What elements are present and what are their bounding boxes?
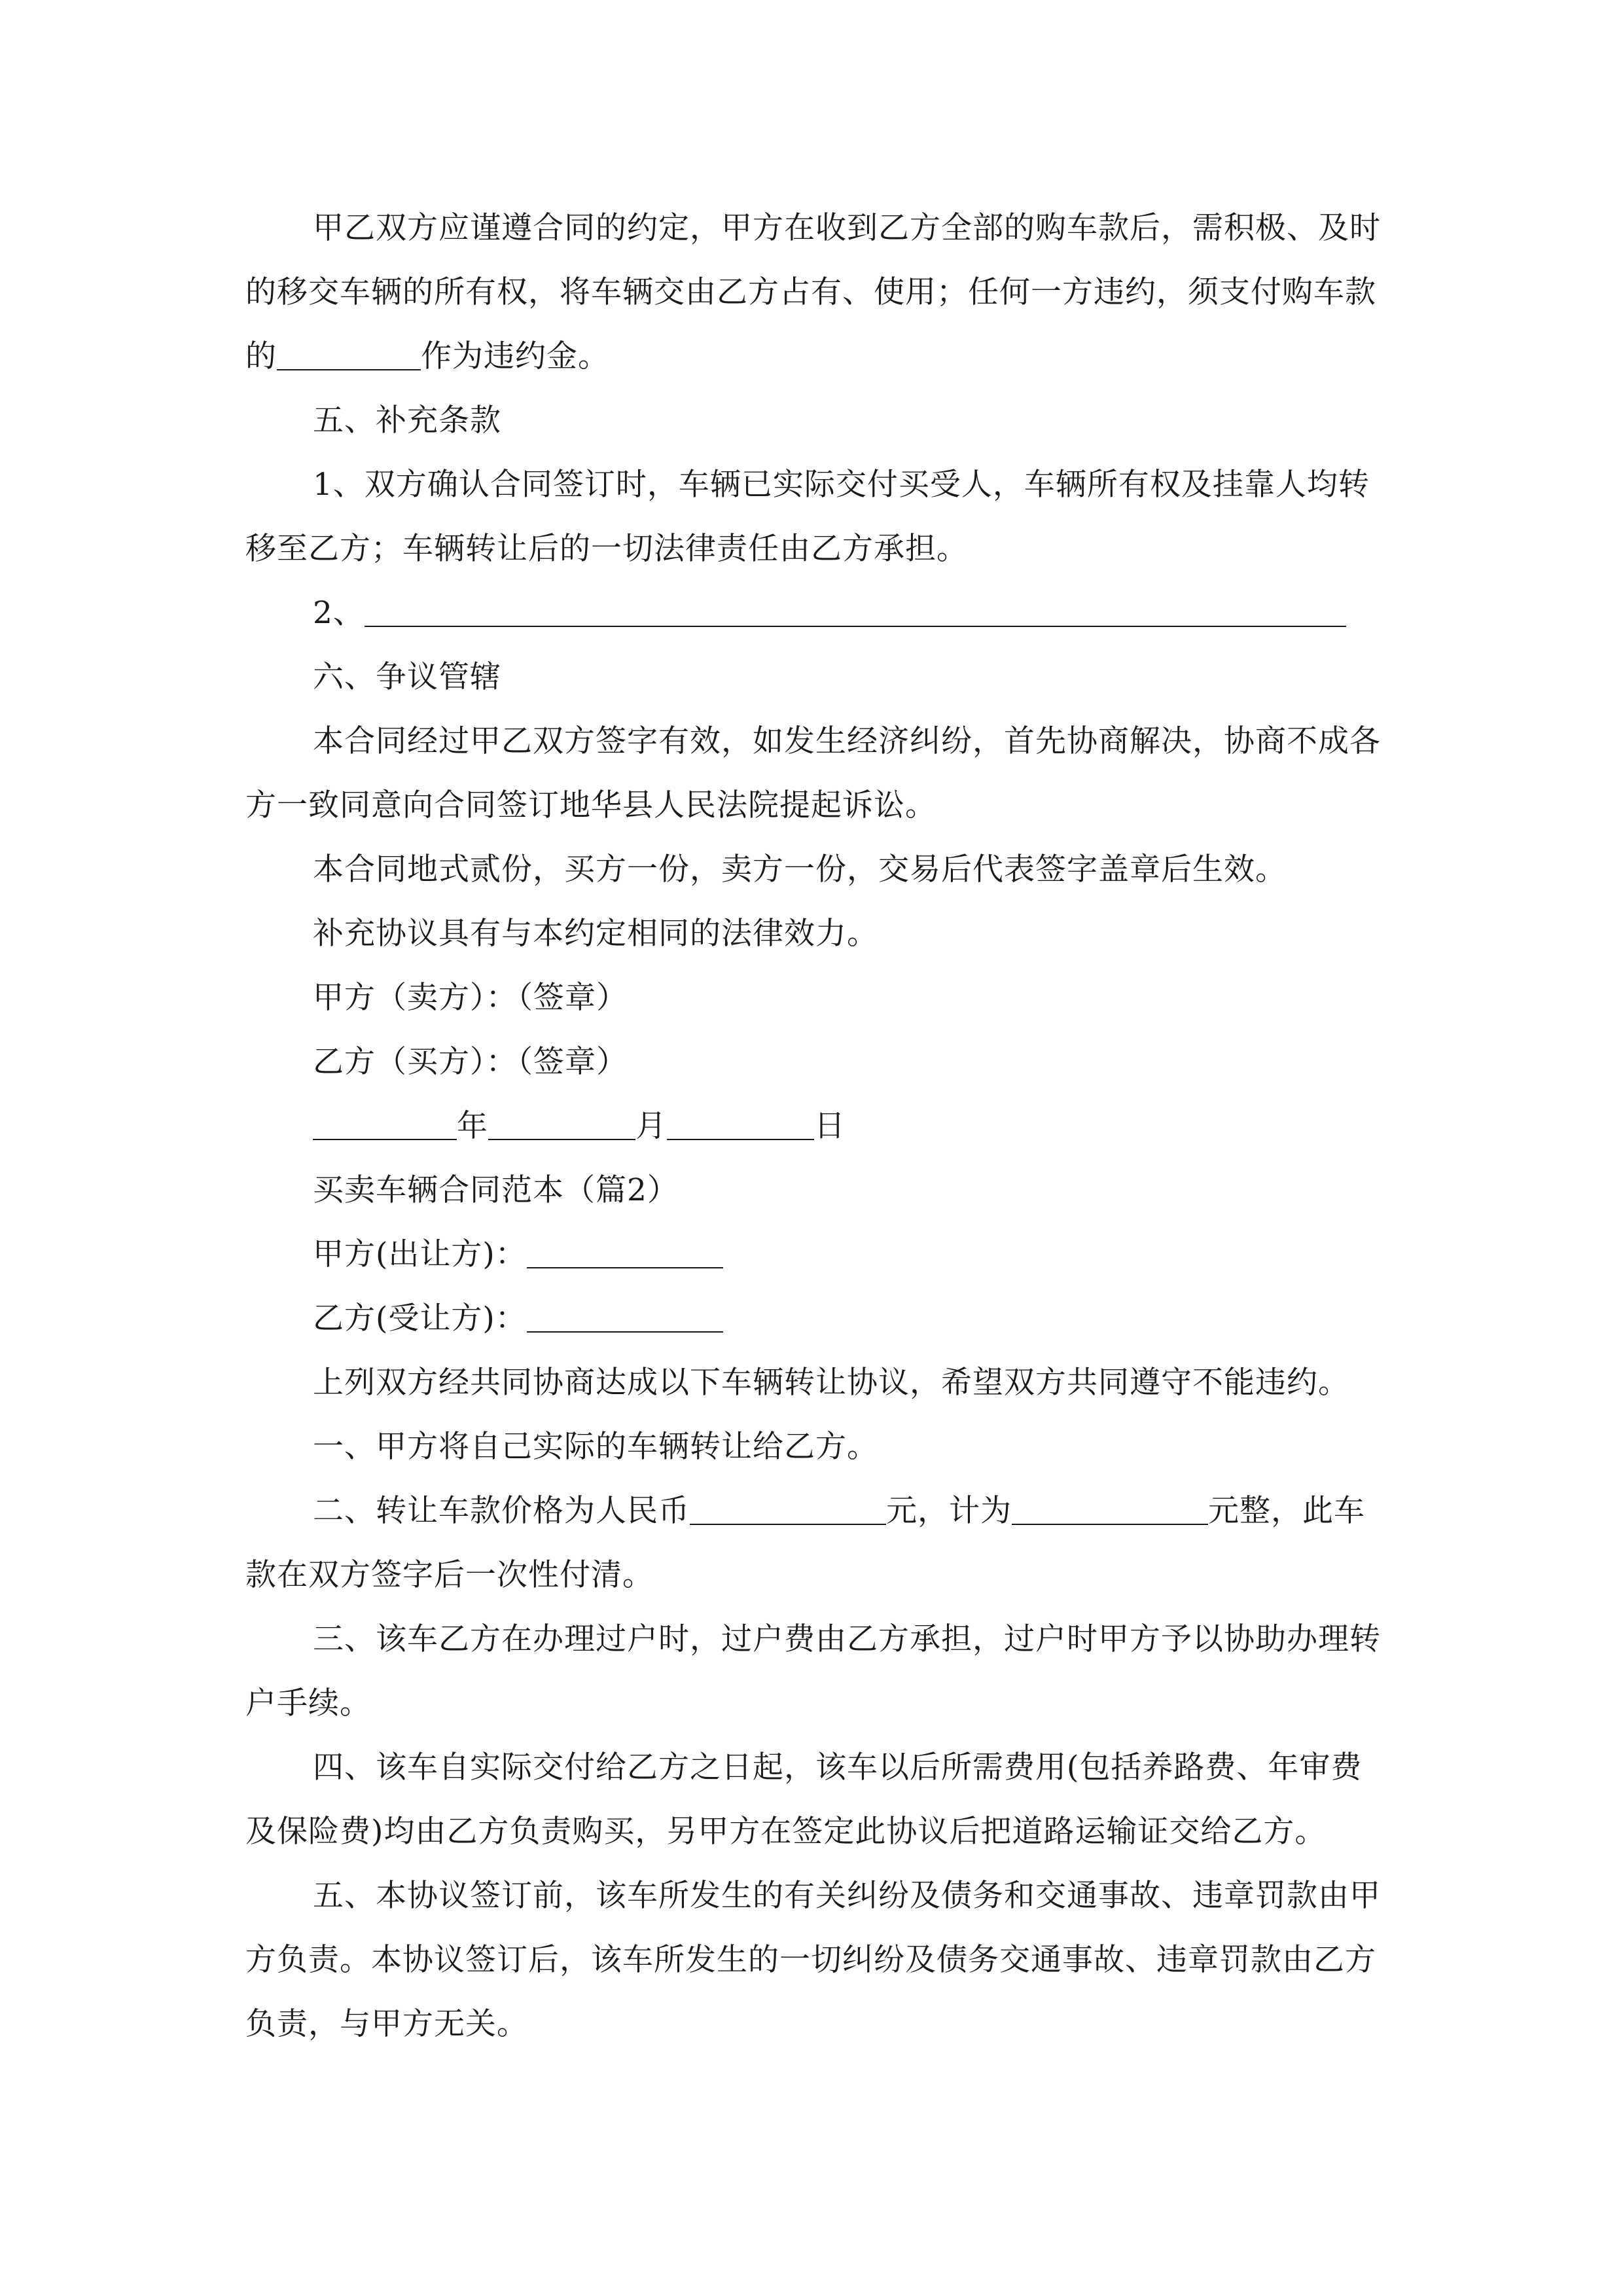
year-label: 年 xyxy=(457,1108,488,1144)
paragraph-breach xyxy=(245,196,1384,389)
party-a-label: 甲方(出让方)： xyxy=(313,1236,527,1272)
blank-party-a xyxy=(527,1238,723,1268)
breach-text-end: 作为违约金。 xyxy=(421,338,609,374)
blank-party-b xyxy=(527,1302,723,1333)
clause-supplementary-1: 1、双方确认合同签订时，车辆已实际交付买受人，车辆所有权及挂靠人均转移至乙方；车辆转让后的一切法律责任由乙方承担。 xyxy=(245,467,1370,567)
clause-supplementary-2 xyxy=(245,581,1384,645)
party-b-label: 乙方(受让方)： xyxy=(313,1300,527,1336)
blank-penalty xyxy=(277,340,421,370)
clause-2-price xyxy=(245,1479,1384,1607)
blank-month xyxy=(488,1110,635,1140)
month-label: 月 xyxy=(635,1108,667,1144)
heading-dispute: 六、争议管辖 xyxy=(313,659,501,695)
section-title-2: 买卖车辆合同范本（篇2） xyxy=(313,1172,679,1208)
blank-price-words xyxy=(1012,1495,1208,1525)
paragraph-dispute: 本合同经过甲乙双方签字有效，如发生经济纠纷，首先协商解决，协商不成各方一致同意向合同签订地华县人民法院提起诉讼。 xyxy=(245,723,1381,823)
blank-price-rmb xyxy=(690,1495,886,1525)
blank-supplementary-2 xyxy=(365,597,1346,627)
clause-1: 一、甲方将自己实际的车辆转让给乙方。 xyxy=(313,1429,878,1465)
blank-year xyxy=(313,1110,457,1140)
clause-3: 三、该车乙方在办理过户时，过户费由乙方承担，过户时甲方予以协助办理转户手续。 xyxy=(245,1621,1381,1721)
breach-text: 甲乙双方应谨遵合同的约定，甲方在收到乙方全部的购车款后，需积极、及时的移交车辆的所有权，将车辆交由乙方占有、使用；任何一方违约，须支付购车款的 xyxy=(245,210,1381,374)
clause-5: 五、本协议签订前，该车所发生的有关纠纷及债务和交通事故、违章罚款由甲方负责。本协议签订后，该车所发生的一切纠纷及债务交通事故、违章罚款由乙方负责，与甲方无关。 xyxy=(245,1878,1381,2042)
date-line xyxy=(313,1094,1452,1158)
price-text: 二、转让车款价格为人民币 xyxy=(313,1493,690,1529)
price-text-end: 元整，此车款在双方签字后一次性付清。 xyxy=(245,1493,1365,1593)
price-text-mid: 元，计为 xyxy=(886,1493,1012,1529)
party-a-line xyxy=(245,1223,1384,1287)
paragraph-intro: 上列双方经共同协商达成以下车辆转让协议，希望双方共同遵守不能违约。 xyxy=(313,1365,1349,1401)
day-label: 日 xyxy=(814,1108,846,1144)
paragraph-supplement-effect: 补充协议具有与本约定相同的法律效力。 xyxy=(313,916,878,952)
clause-4: 四、该车自实际交付给乙方之日起，该车以后所需费用(包括养路费、年审费及保险费)均由乙方负责购买，另甲方在签定此协议后把道路运输证交给乙方。 xyxy=(245,1749,1363,1850)
heading-supplementary: 五、补充条款 xyxy=(313,403,501,439)
signature-party-b: 乙方（买方）：（签章） xyxy=(313,1044,628,1080)
paragraph-copies: 本合同地式贰份，买方一份，卖方一份，交易后代表签字盖章后生效。 xyxy=(313,852,1287,888)
clause-2-label: 2、 xyxy=(313,595,365,631)
blank-day xyxy=(667,1110,814,1140)
party-b-line xyxy=(245,1287,1384,1351)
signature-party-a: 甲方（卖方）：（签章） xyxy=(313,980,628,1016)
